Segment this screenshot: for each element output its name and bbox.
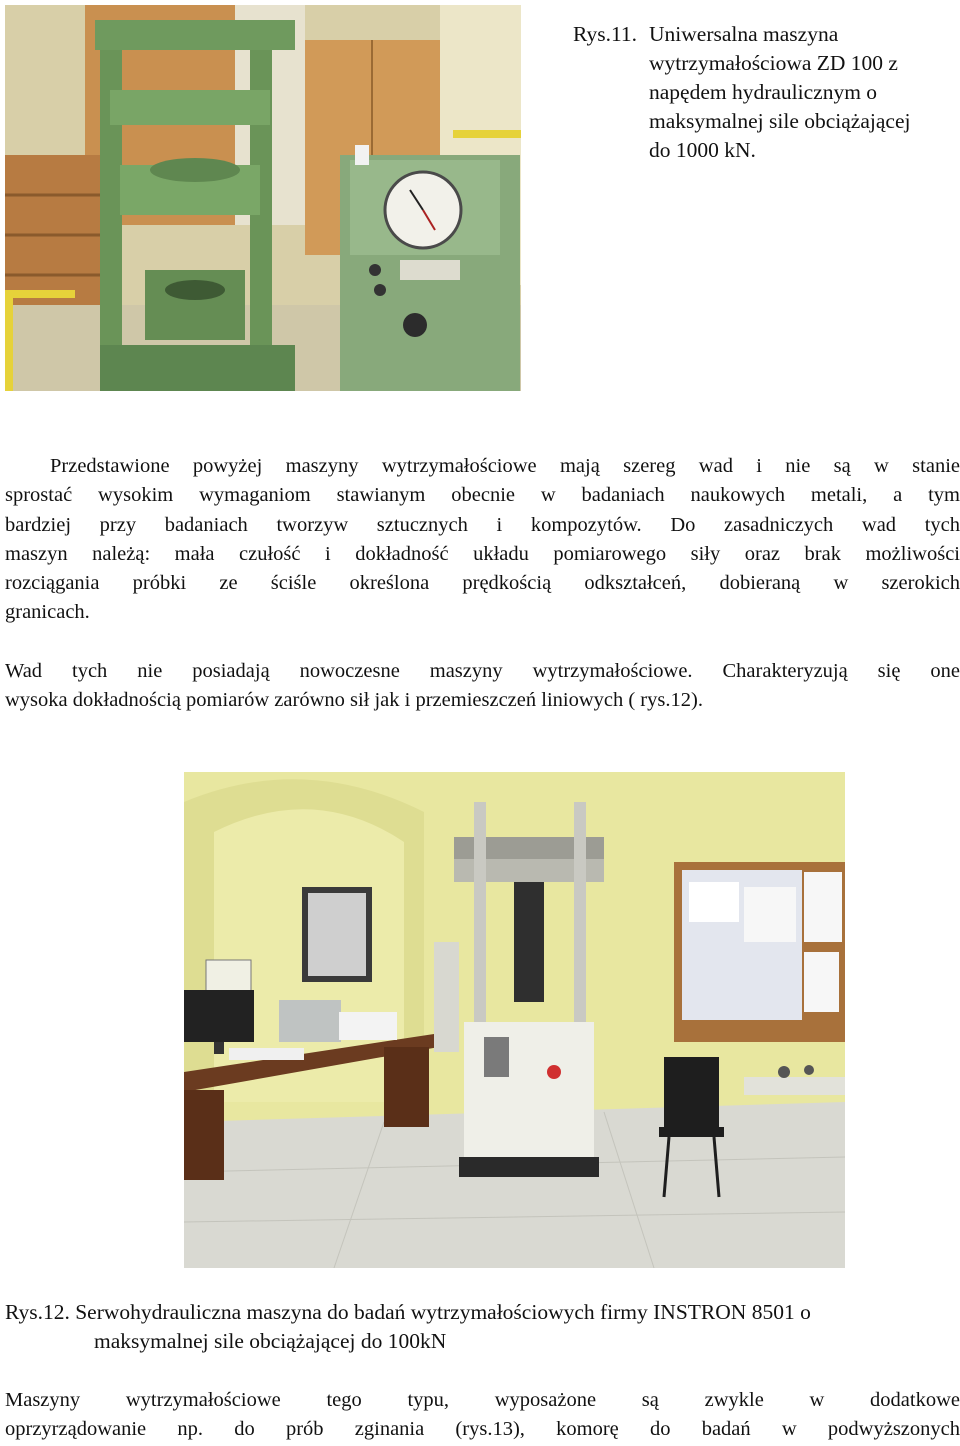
- figure-11-caption: [573, 20, 958, 165]
- figure-12-photo: [184, 772, 845, 1268]
- paragraph-2-line: wysoka dokładnością pomiarów zarówno sił jak i przemieszczeń liniowych ( rys.12).: [5, 689, 703, 712]
- figure-12-caption-line-2: maksymalnej sile obciążającej do 100kN: [94, 1329, 447, 1353]
- figure-11-caption-line-4: maksymalnej sile obciążającej: [649, 109, 911, 133]
- figure-11-caption-line-1: Uniwersalna maszyna: [649, 22, 839, 46]
- paragraph-1-line: maszyn należą: mała czułość i dokładność układu pomiarowego siły oraz brak możliwości: [5, 542, 960, 565]
- paragraph-2: [5, 657, 960, 716]
- paragraph-2-line: Wad tych nie posiadają nowoczesne maszyny wytrzymałościowe. Charakteryzują się one: [5, 660, 960, 682]
- paragraph-1: [5, 452, 960, 628]
- figure-11-caption-line-2: wytrzymałościowa ZD 100 z: [649, 51, 898, 75]
- paragraph-3-line: oprzyrządowanie np. do prób zginania (rys.13), komorę do badań w podwyższonych: [5, 1418, 960, 1441]
- paragraph-1-line: granicach.: [5, 601, 90, 624]
- figure-12-caption: [5, 1298, 960, 1356]
- figure-12-caption-line-1: Rys.12. Serwohydrauliczna maszyna do badań wytrzymałościowych firmy INSTRON 8501 o: [5, 1300, 811, 1324]
- figure-11-caption-line-3: napędem hydraulicznym o: [649, 80, 878, 104]
- paragraph-3-line: Maszyny wytrzymałościowe tego typu, wyposażone są zwykle w dodatkowe: [5, 1389, 960, 1411]
- paragraph-1-line: rozciągania próbki ze ściśle określona prędkością odkształceń, dobieraną w szerokich: [5, 572, 960, 595]
- paragraph-1-line: sprostać wysokim wymaganiom stawianym obecnie w badaniach naukowych metali, a tym: [5, 484, 960, 507]
- figure-11-photo: [5, 5, 521, 391]
- figure-11-number: Rys.11.: [573, 22, 638, 46]
- figure-11-caption-line-5: do 1000 kN.: [649, 138, 756, 162]
- paragraph-1-line: Przedstawione powyżej maszyny wytrzymałościowe mają szereg wad i nie są w stanie: [50, 455, 960, 477]
- paragraph-1-line: bardziej przy badaniach tworzyw sztucznych i kompozytów. Do zasadniczych wad tych: [5, 513, 960, 536]
- paragraph-3: [5, 1386, 960, 1445]
